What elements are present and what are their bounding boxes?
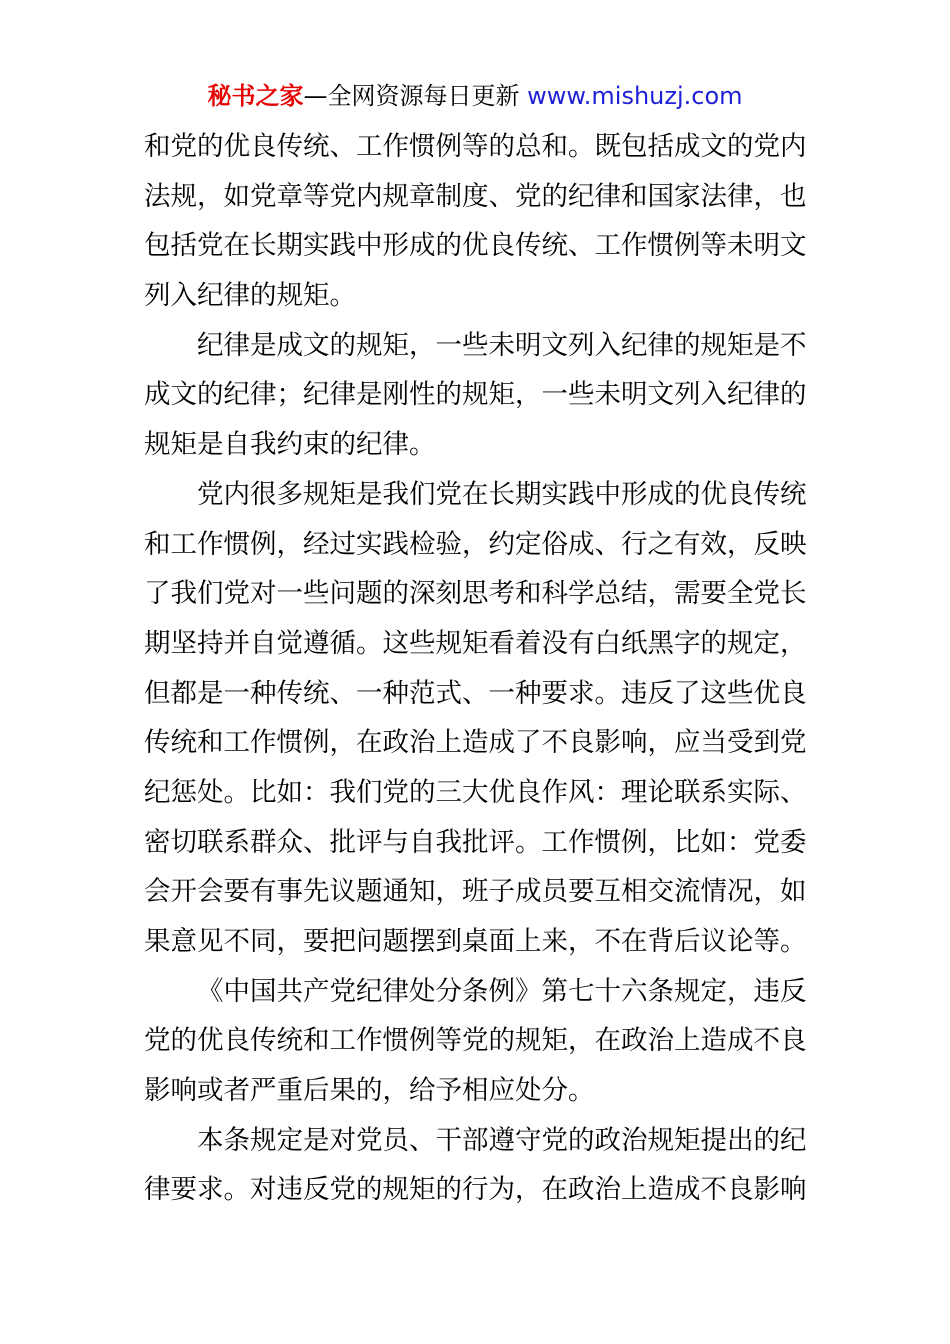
paragraph <box>144 470 808 967</box>
text-line: 本条规定是对党员、干部遵守党的政治规矩提出的纪 <box>197 1124 807 1156</box>
paragraph <box>144 967 808 1116</box>
text-line: 成文的纪律；纪律是刚性的规矩，一些未明文列入纪律的 <box>144 379 807 411</box>
text-line: 了我们党对一些问题的深刻思考和科学总结，需要全党长 <box>144 578 807 610</box>
header-tagline: —全网资源每日更新 <box>303 82 528 110</box>
document-body <box>144 122 808 1215</box>
paragraph <box>144 1116 808 1215</box>
text-line: 传统和工作惯例，在政治上造成了不良影响，应当受到党 <box>144 727 807 759</box>
text-line: 包括党在长期实践中形成的优良传统、工作惯例等未明文 <box>144 230 807 262</box>
text-line: 法规，如党章等党内规章制度、党的纪律和国家法律，也 <box>144 180 807 212</box>
text-line: 纪律是成文的规矩，一些未明文列入纪律的规矩是不 <box>197 329 807 361</box>
text-line: 和党的优良传统、工作惯例等的总和。既包括成文的党内 <box>144 131 807 162</box>
text-line: 规矩是自我约束的纪律。 <box>144 429 436 461</box>
text-line: 党的优良传统和工作惯例等党的规矩，在政治上造成不良 <box>144 1025 807 1057</box>
text-line: 列入纪律的规矩。 <box>144 280 356 312</box>
text-line: 律要求。对违反党的规矩的行为，在政治上造成不良影响 <box>144 1174 807 1206</box>
text-line: 密切联系群众、批评与自我批评。工作惯例，比如：党委 <box>144 826 807 858</box>
text-line: 期坚持并自觉遵循。这些规矩看着没有白纸黑字的规定， <box>144 627 807 659</box>
text-line: 果意见不同，要把问题摆到桌面上来，不在背后议论等。 <box>144 926 807 957</box>
text-line: 党内很多规矩是我们党在长期实践中形成的优良传统 <box>197 478 807 510</box>
paragraph <box>144 122 808 321</box>
text-line: 和工作惯例，经过实践检验，约定俗成、行之有效，反映 <box>144 528 807 560</box>
text-line: 影响或者严重后果的，给予相应处分。 <box>144 1075 595 1107</box>
paragraph <box>144 321 808 470</box>
text-line: 但都是一种传统、一种范式、一种要求。违反了这些优良 <box>144 677 807 709</box>
text-line: 纪惩处。比如：我们党的三大优良作风：理论联系实际、 <box>144 776 807 808</box>
page-header <box>0 78 950 114</box>
text-line: 会开会要有事先议题通知，班子成员要互相交流情况，如 <box>144 876 807 908</box>
text-line: 《中国共产党纪律处分条例》第七十六条规定，违反 <box>197 975 807 1007</box>
brand-name: 秘书之家 <box>207 82 304 110</box>
header-url: www.mishuzj.com <box>527 82 743 110</box>
